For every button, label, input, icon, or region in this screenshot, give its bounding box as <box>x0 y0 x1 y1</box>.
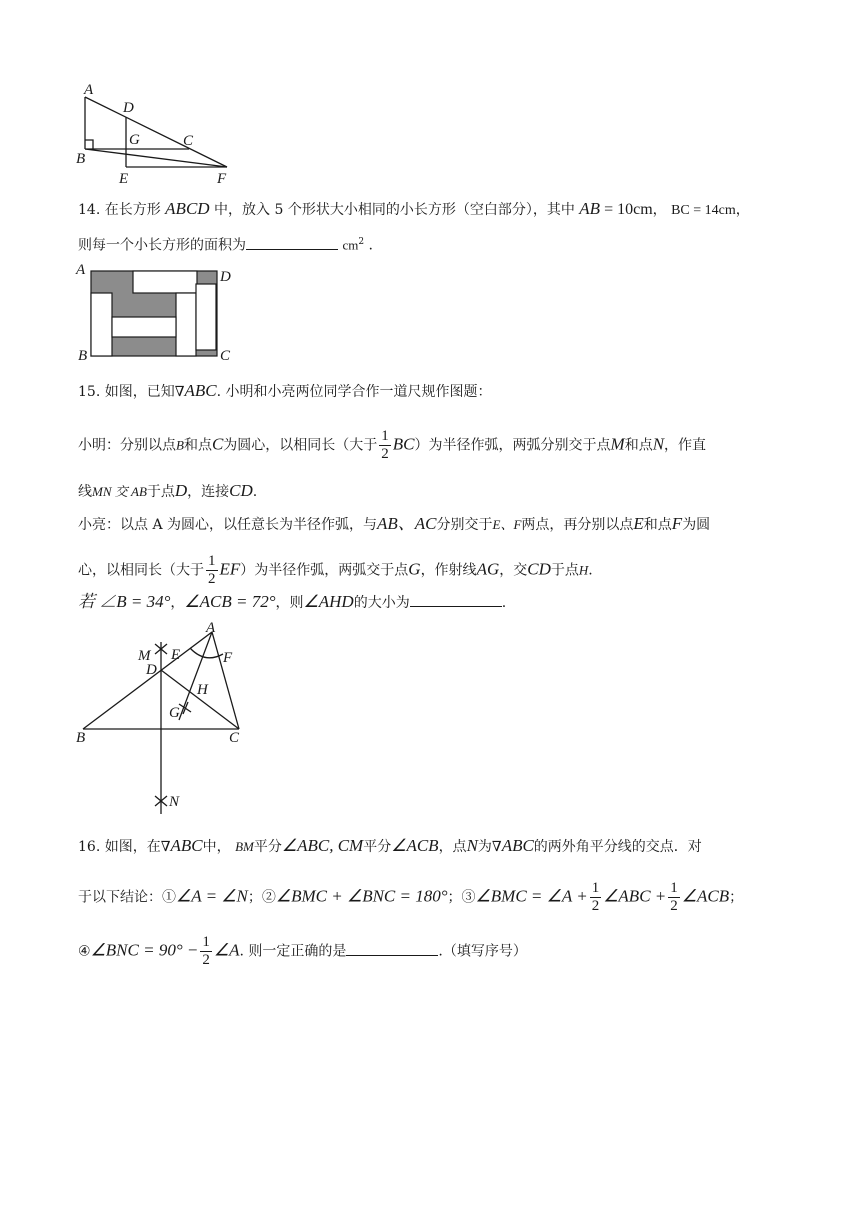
q15-cond-4: 的大小为 <box>353 595 410 611</box>
answer-blank-q15[interactable] <box>410 592 502 607</box>
label-E: E <box>119 171 129 187</box>
q15-xl-4: 和点 <box>643 517 672 533</box>
small-rect-center <box>112 317 176 337</box>
q14-text-2: 中，放入 5 个形状大小相同的小长方形（空白部分），其中 <box>214 202 575 218</box>
q16-l2d: ； <box>729 889 744 906</box>
q15-line-4 <box>78 514 710 535</box>
label-E: E <box>171 647 181 663</box>
q16-s7: 的两外角平分线的交点．对 <box>533 839 702 855</box>
label-F: F <box>223 650 233 666</box>
q15-line-2 <box>78 428 706 463</box>
conclusion-3-part-c: ∠ACB <box>681 886 730 906</box>
label-M: M <box>138 648 151 664</box>
q14-line-1 <box>78 199 750 221</box>
figure-q15 <box>74 618 254 822</box>
q15-point-H: H <box>578 562 589 578</box>
label-A: A <box>76 262 86 278</box>
q14-abcd: ABCD <box>165 199 210 218</box>
answer-blank-q16[interactable] <box>346 941 438 956</box>
q15-ab-ac: AB、AC <box>377 514 437 533</box>
q16-line-2 <box>78 880 743 915</box>
q15-xm-8: 于点 <box>146 484 175 500</box>
q15-xl-11: . <box>588 562 593 579</box>
small-rect-left <box>91 293 112 356</box>
q15-cond-2: ∠ACB = 72° <box>184 592 276 611</box>
conclusion-2: ∠BMC + ∠BNC = 180° <box>275 886 448 906</box>
q15-point-F: F <box>671 514 683 533</box>
q14-sep: ， <box>652 202 667 218</box>
q15-cond-end: . <box>501 595 507 611</box>
q14-line-2 <box>78 232 373 256</box>
label-B: B <box>78 348 88 364</box>
q15-cond-sep: ， <box>170 595 185 611</box>
small-rect-top <box>133 271 197 293</box>
segment-AF <box>85 97 227 167</box>
q15-points-EF: E、F <box>492 517 522 532</box>
q16-point-N: N <box>466 836 478 855</box>
q16-s4: 平分 <box>363 839 392 855</box>
q16-line-1 <box>78 836 702 857</box>
label-B: B <box>76 151 86 167</box>
q15-cd-2: CD <box>527 559 551 579</box>
q16-bm: BM <box>235 839 254 854</box>
label-C: C <box>183 133 194 149</box>
q16-abc-cm: ∠ABC, CM <box>281 836 364 855</box>
half-fraction: $\frac{1}{2}$ <box>381 428 389 462</box>
q16-line-3 <box>78 934 527 969</box>
q15-xl-6: 心，以相同长（大于 <box>78 562 204 579</box>
q15-xl-7: ）为半径作弧，两弧交于点 <box>240 562 409 579</box>
q16-l2b: ；② <box>247 889 276 906</box>
half-fraction: $\frac{1}{2}$ <box>202 934 210 968</box>
q14-ab-value: = 10cm <box>600 201 653 218</box>
q16-number: 16. <box>78 839 101 855</box>
half-fraction: $\frac{1}{2}$ <box>591 880 600 914</box>
q15-xm-10: . <box>252 484 258 500</box>
segment-BF <box>85 149 227 167</box>
label-G: G <box>169 705 180 721</box>
q15-xl-3: 两点，再分别以点 <box>521 517 634 533</box>
q15-point-G: G <box>408 559 421 579</box>
segment-BA <box>83 632 212 729</box>
q15-line-1 <box>78 381 492 402</box>
q16-l3c: .（填写序号） <box>438 943 527 960</box>
q16-acb: ∠ACB <box>391 836 439 855</box>
q15-xm-5: 和点 <box>624 437 653 454</box>
q15-intro: 如图，已知∇ <box>104 384 185 400</box>
q15-cond-3: ，则 <box>275 595 304 611</box>
q14-end: . <box>368 237 373 254</box>
q16-s5: ，点 <box>438 839 467 855</box>
q15-xm-6: ，作直 <box>664 437 707 454</box>
q16-abc-2: ABC <box>501 836 534 855</box>
q15-cd: CD <box>229 481 253 500</box>
q15-number: 15. <box>78 384 101 400</box>
conclusion-3-part-a: ∠BMC = ∠A + <box>475 886 588 906</box>
q15-point-M: M <box>610 434 625 454</box>
label-D: D <box>123 100 134 116</box>
label-B: B <box>76 730 86 746</box>
label-D: D <box>146 662 157 678</box>
conclusion-3-part-b: ∠ABC + <box>603 886 667 906</box>
q16-s2: 中， <box>202 839 231 855</box>
label-C: C <box>229 730 240 746</box>
q14-number: 14. <box>78 202 101 218</box>
q15-xm-2: 和点 <box>183 437 212 454</box>
q16-s1: 如图，在∇ <box>104 839 171 855</box>
small-rect-middle-right <box>176 293 196 356</box>
conclusion-1: ∠A = ∠N <box>176 886 248 906</box>
label-C: C <box>220 348 231 364</box>
q15-mn-ab: MN 交 AB <box>92 484 147 499</box>
q14-unit-sup: 2 <box>358 237 365 247</box>
q15-xm-9: ，连接 <box>187 484 230 500</box>
q15-xm-3: 为圆心，以相同长（大于 <box>223 437 378 454</box>
q15-point-N: N <box>652 434 665 454</box>
answer-blank-q14[interactable] <box>246 235 338 250</box>
q15-xm-1: 小明：分别以点 <box>78 437 176 454</box>
q15-point-E: E <box>633 514 644 533</box>
label-G: G <box>129 132 140 148</box>
q14-bc-value: BC = 14cm， <box>671 203 750 218</box>
q15-ag: AG <box>476 559 500 579</box>
q15-line-3 <box>78 481 257 502</box>
q15-abc: ABC <box>184 381 217 400</box>
half-fraction: $\frac{1}{2}$ <box>670 880 678 914</box>
q15-xl-2: 分别交于 <box>436 517 493 533</box>
q15-ef: EF <box>219 559 241 579</box>
label-F: F <box>217 171 227 187</box>
q16-s6: 为∇ <box>477 839 502 855</box>
half-fraction: $\frac{1}{2}$ <box>208 553 216 587</box>
q14-ab: AB <box>579 199 601 218</box>
label-A: A <box>206 620 216 636</box>
q15-xl-9: ，交 <box>499 562 528 579</box>
segment-AC <box>212 632 239 729</box>
label-D: D <box>220 269 231 285</box>
q15-line-6 <box>78 592 506 613</box>
label-N: N <box>169 794 180 810</box>
q16-s3: 平分 <box>253 839 282 855</box>
label-A: A <box>84 84 94 98</box>
q15-xl-1: 小亮：以点 A 为圆心，以任意长为半径作弧，与 <box>78 517 378 533</box>
q15-xl-5: 为圆 <box>682 517 711 533</box>
q16-l2c: ；③ <box>447 889 476 906</box>
q15-ahd: ∠AHD <box>303 592 354 611</box>
q15-xl-10: 于点 <box>550 562 579 579</box>
q15-xl-8: ，作射线 <box>420 562 477 579</box>
q14-text-3: 则每一个小长方形的面积为 <box>78 237 246 254</box>
q15-point-C: C <box>211 434 224 454</box>
q15-bc: BC <box>392 434 415 454</box>
q14-unit: cm <box>342 237 359 253</box>
right-angle-mark <box>85 140 93 149</box>
small-rect-right <box>196 284 216 350</box>
q15-xm-4: ）为半径作弧，两弧分别交于点 <box>414 437 611 454</box>
q15-point-B: B <box>176 437 184 453</box>
conclusion-4-part-a: ∠BNC = 90° − <box>90 940 199 960</box>
q15-line-5 <box>78 553 593 588</box>
q15-point-D: D <box>174 481 188 500</box>
q15-cond-1: 若 ∠B = 34° <box>78 592 171 611</box>
conclusion-4-part-b: ∠A <box>213 940 240 960</box>
q15-xm-7: 线 <box>78 484 92 500</box>
q15-intro-2: . 小明和小亮两位同学合作一道尺规作图题： <box>216 384 492 400</box>
q16-l3b: . 则一定正确的是 <box>239 943 347 960</box>
q16-l2a: 于以下结论：① <box>78 889 176 906</box>
q16-l3a: ④ <box>78 943 91 960</box>
figure-q14 <box>74 262 244 364</box>
q16-abc: ABC <box>170 836 203 855</box>
figure-q13 <box>74 84 244 188</box>
q14-text-1: 在长方形 <box>104 202 161 218</box>
label-H: H <box>197 682 208 698</box>
